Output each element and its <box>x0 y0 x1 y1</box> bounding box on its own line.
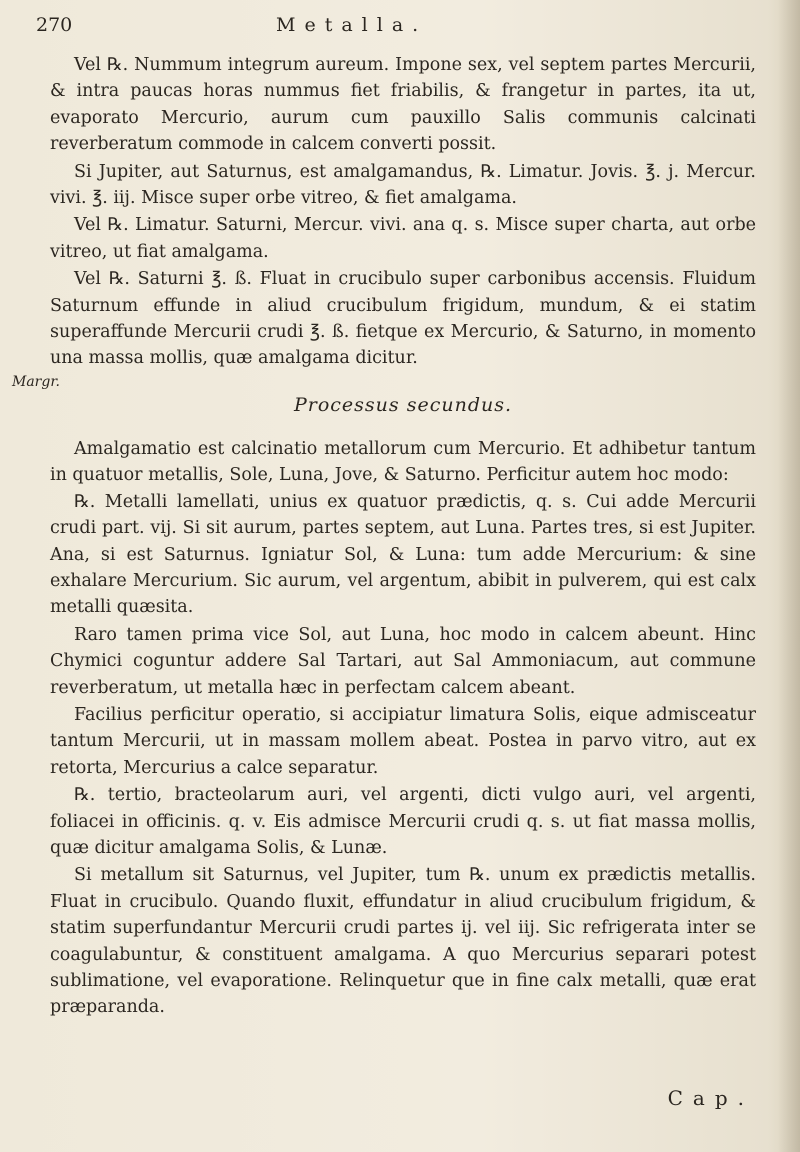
paragraph: Amalgamatio est calcinatio metallorum cum Mercurio. Et adhibetur tantum in quatuor metallis, Sole, Luna, Jove, & Saturno. Perficitur autem hoc modo: <box>50 438 756 486</box>
paragraph: Raro tamen prima vice Sol, aut Luna, hoc modo in calcem abeunt. Hinc Chymici coguntur addere Sal Tartari, aut Sal Ammoniacum, aut commune reverberatum, ut metalla hæc in perfectam calcem abeant. <box>50 624 756 698</box>
page-edge-shadow <box>778 0 800 1152</box>
text-block <box>50 52 756 1021</box>
paragraph: ℞. Metalli lamellati, unius ex quatuor prædictis, q. s. Cui adde Mercurii crudi part. vij. Si sit aurum, partes septem, aut Luna. Partes tres, si est Jupiter. Ana, si est Saturnus. Igniatur Sol, & Luna: tum adde Mercurium: & sine exhalare Mercurium. Sic aurum, vel argentum, abibit in pulverem, qui est calx metalli quæsita. <box>50 491 756 618</box>
section-title: Processus secundus. <box>293 393 513 416</box>
paragraph: ℞. tertio, bracteolarum auri, vel argenti, dicti vulgo auri, vel argenti, foliacei in officinis. q. v. Eis admisce Mercurii crudi q. s. ut fiat massa mollis, quæ dicitur amalgama Solis, & Lunæ. <box>50 785 756 858</box>
paragraph: Vel ℞. Limatur. Saturni, Mercur. vivi. ana q. s. Misce super charta, aut orbe vitreo, ut fiat amalgama. <box>50 215 756 262</box>
paragraph: Vel ℞. Saturni ℥. ß. Fluat in crucibulo super carbonibus accensis. Fluidum Saturnum effunde in aliud crucibulum frigidum, mundum, & ei statim superaffunde Mercurii crudi ℥. ß. fietque ex Mercurio, & Saturno, in momento una massa mollis, quæ amalgama dicitur. <box>50 269 756 369</box>
running-head <box>36 14 756 44</box>
paragraph: Si metallum sit Saturnus, vel Jupiter, tum ℞. unum ex prædictis metallis. Fluat in crucibulo. Quando fluxit, effundatur in aliud crucibulum frigidum, & statim superfundantur Mercurii crudi partes ij. vel iij. Sic refrigerata inter se coagulabuntur, & constituent amalgama. A quo Mercurius separari potest sublimatione, vel evaporatione. Relinquetur que in fine calx metalli, quæ erat præparanda. <box>50 865 756 1018</box>
paragraph: Vel ℞. Nummum integrum aureum. Impone sex, vel septem partes Mercurii, & intra paucas horas nummus fiet friabilis, & frangetur in partes, ita ut, evaporato Mercurio, aurum cum pauxillo Salis communis calcinati reverberatum commode in calcem converti possit. <box>50 55 756 155</box>
page-number: 270 <box>36 14 73 36</box>
page-heading: Metalla. <box>276 14 428 36</box>
paragraph: Facilius perficitur operatio, si accipiatur limatura Solis, eique admisceatur tantum Mercurii, ut in massam mollem abeat. Postea in parvo vitro, aut ex retorta, Mercurius a calce separatur. <box>50 704 756 778</box>
margin-note: Margr. <box>12 374 60 390</box>
paragraph: Si Jupiter, aut Saturnus, est amalgamandus, ℞. Limatur. Jovis. ℥. j. Mercur. vivi. ℥. iij. Misce super orbe vitreo, & fiet amalgama. <box>50 161 756 209</box>
catchword: Cap. <box>667 1086 754 1110</box>
